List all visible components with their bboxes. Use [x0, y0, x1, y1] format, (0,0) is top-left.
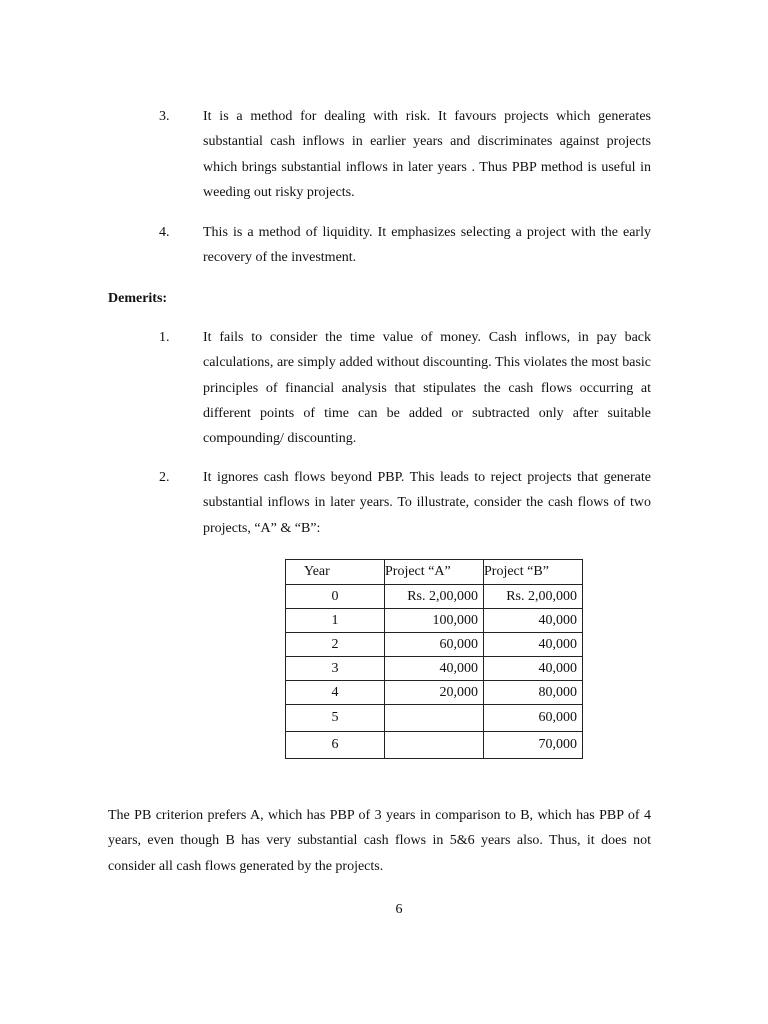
header-project-b: Project “B” — [484, 560, 583, 585]
cell-year: 2 — [286, 633, 385, 657]
cell-project-b: 40,000 — [484, 633, 583, 657]
cell-project-b: 40,000 — [484, 609, 583, 633]
cell-project-a: 60,000 — [385, 633, 484, 657]
cell-project-b: 40,000 — [484, 657, 583, 681]
cell-project-b: 80,000 — [484, 681, 583, 705]
conclusion-paragraph: The PB criterion prefers A, which has PBP of 3 years in comparison to B, which has PBP of 4 years, even though B has very substantial cash flows in 5&6 years also. Thus, it does not consider all cash flows generated by the projects. — [108, 808, 651, 874]
table-row — [286, 705, 583, 732]
cash-flow-table — [285, 559, 583, 759]
table-header-row — [286, 560, 583, 585]
list-text: It is a method for dealing with risk. It favours projects which generates substantial cash inflows in earlier years and discriminates against projects which brings substantial inflows in later years . Thus PBP method is useful in weeding out risky projects. — [203, 109, 651, 200]
table-row — [286, 657, 583, 681]
cell-project-a: Rs. 2,00,000 — [385, 585, 484, 609]
list-number: 1. — [159, 330, 170, 345]
cell-project-a: 100,000 — [385, 609, 484, 633]
cell-project-a: 40,000 — [385, 657, 484, 681]
demerits-heading: Demerits: — [108, 291, 168, 306]
list-number: 4. — [159, 225, 170, 240]
cell-project-b: Rs. 2,00,000 — [484, 585, 583, 609]
cell-project-a — [385, 705, 484, 732]
table-row — [286, 609, 583, 633]
list-text: This is a method of liquidity. It emphasizes selecting a project with the early recovery of the investment. — [203, 225, 651, 266]
table-row — [286, 681, 583, 705]
cell-year: 4 — [286, 681, 385, 705]
cell-year: 6 — [286, 732, 385, 759]
header-year: Year — [286, 560, 385, 585]
cell-year: 0 — [286, 585, 385, 609]
list-number: 2. — [159, 470, 170, 485]
header-project-a: Project “A” — [385, 560, 484, 585]
table-row — [286, 585, 583, 609]
cell-project-b: 60,000 — [484, 705, 583, 732]
cell-year: 3 — [286, 657, 385, 681]
list-number: 3. — [159, 109, 170, 124]
cell-year: 1 — [286, 609, 385, 633]
cell-project-a — [385, 732, 484, 759]
table-row — [286, 732, 583, 759]
table-row — [286, 633, 583, 657]
cell-year: 5 — [286, 705, 385, 732]
page-number: 6 — [395, 902, 403, 917]
list-text: It ignores cash flows beyond PBP. This leads to reject projects that generate substantial inflows in later years. To illustrate, consider the cash flows of two projects, “A” & “B”: — [203, 470, 651, 536]
cell-project-b: 70,000 — [484, 732, 583, 759]
cell-project-a: 20,000 — [385, 681, 484, 705]
list-text: It fails to consider the time value of money. Cash inflows, in pay back calculations, are simply added without discounting. This violates the most basic principles of financial analysis that stipulates the cash flows occurring at different points of time can be added or subtracted only after suitable compounding/ discounting. — [203, 330, 651, 447]
